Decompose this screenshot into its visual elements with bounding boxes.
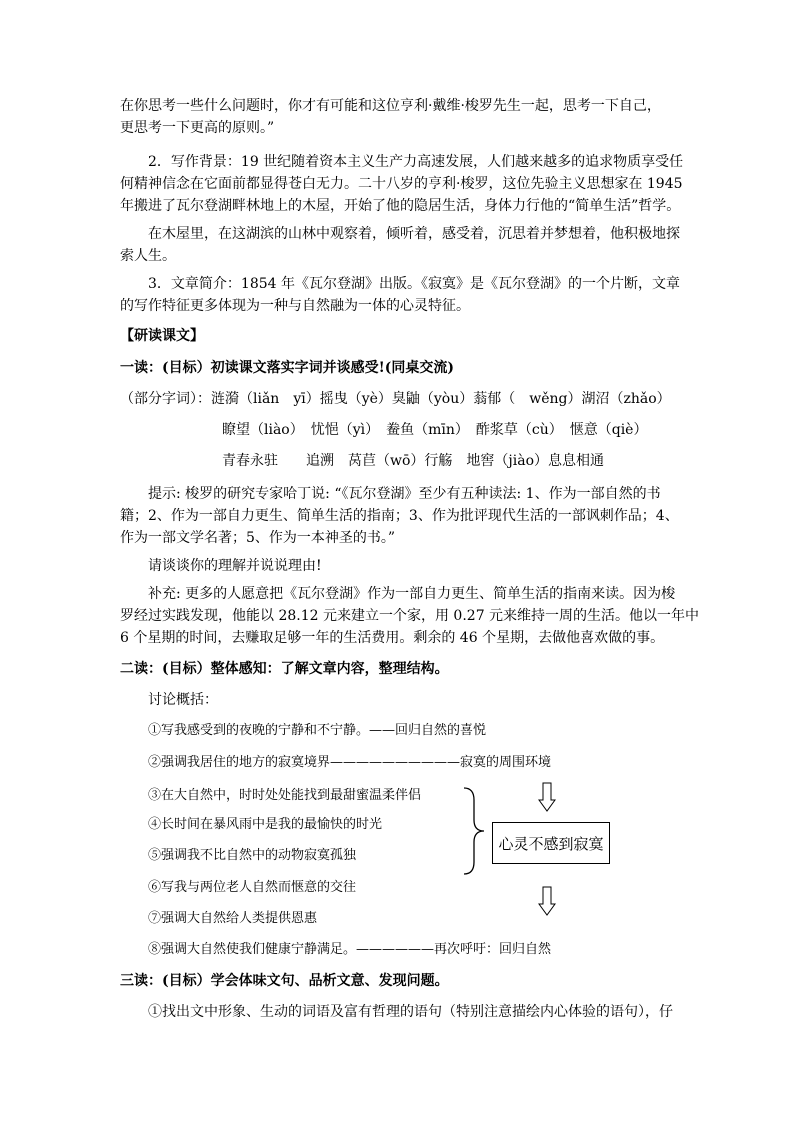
read1-text: (目标）初读课文落实字词并谈感受!(同桌交流) [162, 360, 455, 376]
read2-text: (目标）整体感知：了解文章内容，整理结构。 [162, 661, 449, 677]
read1-label: 一读： [120, 360, 162, 376]
summary-box: 心灵不感到寂寞 [492, 822, 610, 864]
list-item: ⑧强调大自然使我们健康宁静满足。——————再次呼吁：回归自然 [148, 942, 552, 957]
list-item: ②强调我居住的地方的寂寞境界——————————寂寞的周围环境 [148, 755, 552, 770]
list-item: ③在大自然中，时时处处能找到最甜蜜温柔伴侣 [148, 788, 422, 803]
intro-para: 3．文章简介：1854 年《瓦尔登湖》出版。《寂寞》是《瓦尔登湖》的一个片断，文章 [148, 276, 680, 292]
text-line: 更思考一下更高的原则。” [120, 120, 275, 136]
tip-para: 作为一部文学名著；5、作为一本神圣的书。” [120, 530, 396, 546]
read3-heading [120, 973, 449, 989]
read2-label: 二读： [120, 661, 162, 677]
section-heading: 【研读课文】 [120, 328, 204, 344]
right-brace-icon [460, 786, 490, 876]
cabin-para: 在木屋里，在这湖滨的山林中观察着，倾听着，感受着，沉思着并梦想着，他积极地探 [148, 226, 680, 242]
tip-para: 籍；2、作为一部自力更生、简单生活的指南；3、作为批评现代生活的一部讽刺作品；4、 [120, 508, 679, 524]
read1-heading [120, 360, 454, 376]
background-para: 何精神信念在它面前都显得苍白无力。二十八岁的亨利·梭罗，这位先验主义思想家在 1945 [120, 176, 683, 192]
list-item: ①写我感受到的夜晚的宁静和不宁静。——回归自然的喜悦 [148, 723, 487, 738]
read3-text: (目标）学会体味文句、品析文意、发现问题。 [162, 973, 449, 989]
supplement-para: 6 个星期的时间，去赚取足够一年的生活费用。剩余的 46 个星期，去做他喜欢做的事。 [120, 630, 665, 646]
text-line: 在你思考一些什么问题时，你才有可能和这位亨利·戴维·梭罗先生一起，思考一下自己， [120, 98, 661, 114]
discussion-label: 讨论概括： [148, 692, 218, 708]
text-line: ①找出文中形象、生动的词语及富有哲理的语句（特别注意描绘内心体验的语句），仔 [148, 1004, 673, 1020]
read3-label: 三读： [120, 973, 162, 989]
vocab-row: 青春永驻 追溯 莴苣（wō）行觞 地窖（jiào）息息相通 [222, 453, 605, 469]
list-item: ⑦强调大自然给人类提供恩惠 [148, 911, 318, 926]
question-line: 请谈谈你的理解并说说理由! [148, 558, 322, 574]
list-item: ④长时间在暴风雨中是我的最愉快的时光 [148, 817, 383, 832]
vocab-row: 瞭望（liào） 忧悒（yì） 鲞鱼（mīn） 酢浆草（cù） 惬意（qiè） [222, 422, 648, 438]
supplement-para: 补充: 更多的人愿意把《瓦尔登湖》作为一部自力更生、简单生活的指南来读。因为梭 [148, 586, 676, 602]
list-item: ⑥写我与两位老人自然而惬意的交往 [148, 880, 357, 895]
down-arrow-icon [538, 782, 556, 812]
supplement-para: 罗经过实践发现，他能以 28.12 元来建立一个家，用 0.27 元来维持一周的生活。他以一年中 [120, 608, 700, 624]
background-para: 年搬进了瓦尔登湖畔林地上的木屋，开始了他的隐居生活，身体力行他的“简单生活”哲学。 [120, 198, 681, 214]
intro-para: 的写作特征更多体现为一种与自然融为一体的心灵特征。 [120, 298, 470, 314]
down-arrow-icon [538, 886, 556, 916]
background-para: 2．写作背景：19 世纪随着资本主义生产力高速发展，人们越来越多的追求物质享受任 [148, 154, 684, 170]
vocab-row: （部分字词）：涟漪（liǎn yī）摇曳（yè）臭鼬（yòu）蓊郁（ wěng）湖沼（zhǎo） [120, 391, 671, 407]
read2-heading [120, 661, 449, 677]
list-item: ⑤强调我不比自然中的动物寂寞孤独 [148, 848, 357, 863]
tip-para: 提示: 梭罗的研究专家哈丁说: “《瓦尔登湖》至少有五种读法: 1、作为一部自然的书 [148, 486, 661, 502]
cabin-para: 索人生。 [120, 248, 176, 264]
